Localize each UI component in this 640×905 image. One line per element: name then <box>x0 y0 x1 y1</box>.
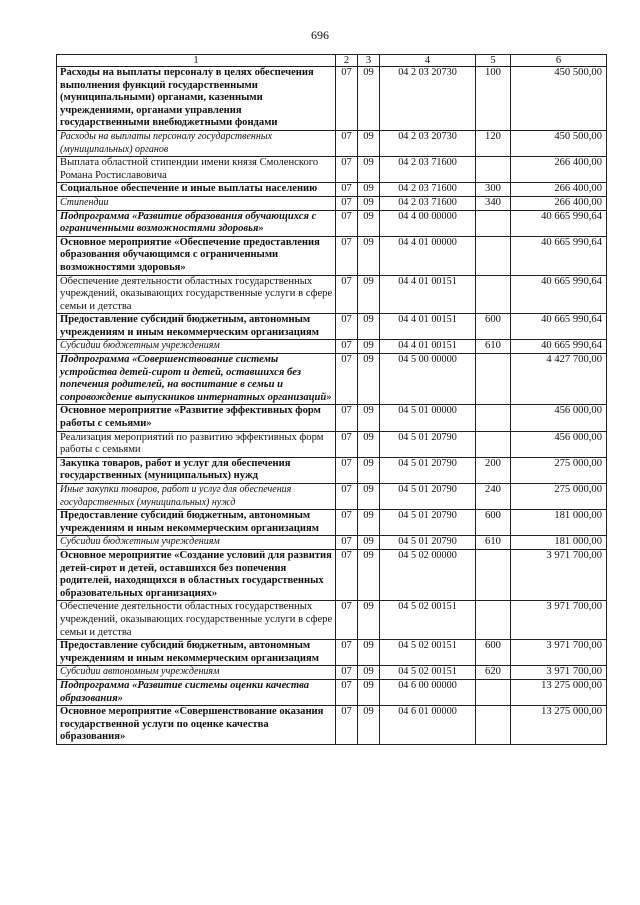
row-section-cell: 07 <box>336 354 358 405</box>
page-number: 696 <box>311 28 329 42</box>
table-row <box>57 640 607 666</box>
row-section-cell: 07 <box>336 706 358 745</box>
row-amount-cell: 40 665 990,64 <box>511 314 607 340</box>
row-name-cell: Подпрограмма «Совершенствование системы устройства детей-сирот и детей, оставшихся без попечения родителей, на воспитание в семьи и сопровождение выпускников интернатных организаций» <box>57 354 336 405</box>
table-row <box>57 236 607 275</box>
row-name-cell: Основное мероприятие «Создание условий для развития детей-сирот и детей, оставшихся без попечения родителей, находящихся в областных государственных образовательных организациях» <box>57 549 336 600</box>
row-code-cell: 04 2 03 71600 <box>380 183 476 197</box>
row-section-cell: 07 <box>336 236 358 275</box>
row-amount-cell: 3 971 700,00 <box>511 601 607 640</box>
row-name-cell: Предоставление субсидий бюджетным, автономным учреждениям и иным некоммерческим организациям <box>57 510 336 536</box>
table-row <box>57 130 607 156</box>
row-expense-type-cell <box>476 157 511 183</box>
row-subsection-cell: 09 <box>358 679 380 705</box>
row-subsection-cell: 09 <box>358 484 380 510</box>
row-amount-cell: 3 971 700,00 <box>511 549 607 600</box>
row-expense-type-cell <box>476 549 511 600</box>
header-col-6: 6 <box>511 55 607 67</box>
row-code-cell: 04 5 01 20790 <box>380 431 476 457</box>
table-row <box>57 275 607 314</box>
table-row <box>57 196 607 210</box>
row-amount-cell: 266 400,00 <box>511 183 607 197</box>
row-subsection-cell: 09 <box>358 601 380 640</box>
row-name-cell: Расходы на выплаты персоналу в целях обеспечения выполнения функций государственными (муниципальными) органами, казенными учреждениями, органами управления государственными внебюджетными фондами <box>57 67 336 131</box>
row-code-cell: 04 5 01 20790 <box>380 484 476 510</box>
row-section-cell: 07 <box>336 679 358 705</box>
table-header-row <box>57 55 607 67</box>
row-subsection-cell: 09 <box>358 640 380 666</box>
header-col-2: 2 <box>336 55 358 67</box>
row-code-cell: 04 6 01 00000 <box>380 706 476 745</box>
row-section-cell: 07 <box>336 67 358 131</box>
row-expense-type-cell: 240 <box>476 484 511 510</box>
row-amount-cell: 456 000,00 <box>511 405 607 431</box>
table-row <box>57 484 607 510</box>
row-code-cell: 04 4 01 00151 <box>380 314 476 340</box>
row-subsection-cell: 09 <box>358 706 380 745</box>
row-expense-type-cell: 600 <box>476 314 511 340</box>
row-subsection-cell: 09 <box>358 314 380 340</box>
row-section-cell: 07 <box>336 484 358 510</box>
row-code-cell: 04 6 00 00000 <box>380 679 476 705</box>
row-section-cell: 07 <box>336 183 358 197</box>
row-code-cell: 04 4 00 00000 <box>380 210 476 236</box>
row-name-cell: Выплата областной стипендии имени князя Смоленского Романа Ростиславовича <box>57 157 336 183</box>
header-col-1: 1 <box>57 55 336 67</box>
row-expense-type-cell <box>476 405 511 431</box>
row-section-cell: 07 <box>336 601 358 640</box>
row-name-cell: Обеспечение деятельности областных государственных учреждений, оказывающих государственные услуги в сфере семьи и детства <box>57 601 336 640</box>
row-section-cell: 07 <box>336 510 358 536</box>
row-section-cell: 07 <box>336 210 358 236</box>
row-name-cell: Подпрограмма «Развитие образования обучающихся с ограниченными возможностями здоровья» <box>57 210 336 236</box>
row-name-cell: Стипендии <box>57 196 336 210</box>
row-section-cell: 07 <box>336 157 358 183</box>
row-code-cell: 04 5 01 20790 <box>380 457 476 483</box>
row-subsection-cell: 09 <box>358 183 380 197</box>
row-expense-type-cell: 100 <box>476 67 511 131</box>
row-code-cell: 04 5 01 20790 <box>380 536 476 550</box>
table-row <box>57 431 607 457</box>
row-subsection-cell: 09 <box>358 67 380 131</box>
row-expense-type-cell <box>476 431 511 457</box>
row-subsection-cell: 09 <box>358 510 380 536</box>
row-code-cell: 04 2 03 20730 <box>380 130 476 156</box>
row-amount-cell: 40 665 990,64 <box>511 275 607 314</box>
table-row <box>57 67 607 131</box>
row-subsection-cell: 09 <box>358 236 380 275</box>
row-code-cell: 04 2 03 71600 <box>380 196 476 210</box>
row-amount-cell: 3 971 700,00 <box>511 666 607 680</box>
row-name-cell: Подпрограмма «Развитие системы оценки качества образования» <box>57 679 336 705</box>
row-expense-type-cell <box>476 275 511 314</box>
table-row <box>57 536 607 550</box>
row-expense-type-cell <box>476 210 511 236</box>
row-section-cell: 07 <box>336 314 358 340</box>
row-amount-cell: 266 400,00 <box>511 157 607 183</box>
row-subsection-cell: 09 <box>358 536 380 550</box>
row-code-cell: 04 5 01 00000 <box>380 405 476 431</box>
row-amount-cell: 40 665 990,64 <box>511 210 607 236</box>
row-name-cell: Расходы на выплаты персоналу государственных (муниципальных) органов <box>57 130 336 156</box>
row-code-cell: 04 5 02 00151 <box>380 666 476 680</box>
row-section-cell: 07 <box>336 549 358 600</box>
row-section-cell: 07 <box>336 431 358 457</box>
table-row <box>57 549 607 600</box>
row-amount-cell: 181 000,00 <box>511 510 607 536</box>
row-section-cell: 07 <box>336 405 358 431</box>
budget-table <box>56 54 607 745</box>
row-expense-type-cell <box>476 354 511 405</box>
row-expense-type-cell: 600 <box>476 640 511 666</box>
row-subsection-cell: 09 <box>358 210 380 236</box>
table-row <box>57 354 607 405</box>
table-row <box>57 666 607 680</box>
row-section-cell: 07 <box>336 536 358 550</box>
row-code-cell: 04 5 02 00151 <box>380 640 476 666</box>
row-name-cell: Закупка товаров, работ и услуг для обеспечения государственных (муниципальных) нужд <box>57 457 336 483</box>
row-name-cell: Предоставление субсидий бюджетным, автономным учреждениям и иным некоммерческим организациям <box>57 640 336 666</box>
table-row <box>57 183 607 197</box>
row-name-cell: Социальное обеспечение и иные выплаты населению <box>57 183 336 197</box>
row-subsection-cell: 09 <box>358 340 380 354</box>
row-amount-cell: 13 275 000,00 <box>511 706 607 745</box>
row-subsection-cell: 09 <box>358 431 380 457</box>
table-row <box>57 457 607 483</box>
row-name-cell: Субсидии бюджетным учреждениям <box>57 536 336 550</box>
row-section-cell: 07 <box>336 340 358 354</box>
row-expense-type-cell: 610 <box>476 536 511 550</box>
row-amount-cell: 4 427 700,00 <box>511 354 607 405</box>
row-name-cell: Основное мероприятие «Совершенствование оказания государственной услуги по оценке качества образования» <box>57 706 336 745</box>
table-row <box>57 679 607 705</box>
row-amount-cell: 450 500,00 <box>511 130 607 156</box>
row-code-cell: 04 4 01 00151 <box>380 340 476 354</box>
row-expense-type-cell: 620 <box>476 666 511 680</box>
row-code-cell: 04 2 03 71600 <box>380 157 476 183</box>
row-code-cell: 04 5 00 00000 <box>380 354 476 405</box>
header-col-5: 5 <box>476 55 511 67</box>
row-expense-type-cell: 300 <box>476 183 511 197</box>
row-expense-type-cell <box>476 601 511 640</box>
table-row <box>57 314 607 340</box>
row-amount-cell: 275 000,00 <box>511 484 607 510</box>
row-subsection-cell: 09 <box>358 130 380 156</box>
row-section-cell: 07 <box>336 640 358 666</box>
row-name-cell: Основное мероприятие «Обеспечение предоставления образования обучающимся с ограниченными возможностями здоровья» <box>57 236 336 275</box>
row-subsection-cell: 09 <box>358 354 380 405</box>
row-code-cell: 04 5 02 00000 <box>380 549 476 600</box>
row-section-cell: 07 <box>336 196 358 210</box>
row-name-cell: Иные закупки товаров, работ и услуг для обеспечения государственных (муниципальных) нужд <box>57 484 336 510</box>
row-expense-type-cell: 340 <box>476 196 511 210</box>
row-subsection-cell: 09 <box>358 666 380 680</box>
row-expense-type-cell <box>476 679 511 705</box>
row-subsection-cell: 09 <box>358 196 380 210</box>
table-row <box>57 340 607 354</box>
row-expense-type-cell <box>476 706 511 745</box>
row-expense-type-cell: 120 <box>476 130 511 156</box>
row-amount-cell: 450 500,00 <box>511 67 607 131</box>
row-name-cell: Субсидии автономным учреждениям <box>57 666 336 680</box>
row-expense-type-cell: 600 <box>476 510 511 536</box>
row-amount-cell: 40 665 990,64 <box>511 340 607 354</box>
header-col-3: 3 <box>358 55 380 67</box>
row-subsection-cell: 09 <box>358 405 380 431</box>
table-row <box>57 405 607 431</box>
row-amount-cell: 3 971 700,00 <box>511 640 607 666</box>
row-expense-type-cell: 200 <box>476 457 511 483</box>
row-amount-cell: 275 000,00 <box>511 457 607 483</box>
row-subsection-cell: 09 <box>358 549 380 600</box>
row-amount-cell: 40 665 990,64 <box>511 236 607 275</box>
table-row <box>57 210 607 236</box>
row-section-cell: 07 <box>336 275 358 314</box>
row-name-cell: Предоставление субсидий бюджетным, автономным учреждениям и иным некоммерческим организациям <box>57 314 336 340</box>
row-name-cell: Реализация мероприятий по развитию эффективных форм работы с семьями <box>57 431 336 457</box>
table-row <box>57 706 607 745</box>
row-subsection-cell: 09 <box>358 457 380 483</box>
row-section-cell: 07 <box>336 666 358 680</box>
row-name-cell: Основное мероприятие «Развитие эффективных форм работы с семьями» <box>57 405 336 431</box>
row-name-cell: Обеспечение деятельности областных государственных учреждений, оказывающих государственные услуги в сфере семьи и детства <box>57 275 336 314</box>
header-col-4: 4 <box>380 55 476 67</box>
row-code-cell: 04 5 01 20790 <box>380 510 476 536</box>
row-code-cell: 04 5 02 00151 <box>380 601 476 640</box>
row-subsection-cell: 09 <box>358 157 380 183</box>
row-section-cell: 07 <box>336 457 358 483</box>
row-section-cell: 07 <box>336 130 358 156</box>
row-amount-cell: 456 000,00 <box>511 431 607 457</box>
row-subsection-cell: 09 <box>358 275 380 314</box>
table-row <box>57 601 607 640</box>
row-name-cell: Субсидии бюджетным учреждениям <box>57 340 336 354</box>
row-code-cell: 04 4 01 00151 <box>380 275 476 314</box>
row-amount-cell: 181 000,00 <box>511 536 607 550</box>
row-code-cell: 04 4 01 00000 <box>380 236 476 275</box>
table-row <box>57 510 607 536</box>
row-code-cell: 04 2 03 20730 <box>380 67 476 131</box>
row-amount-cell: 13 275 000,00 <box>511 679 607 705</box>
row-amount-cell: 266 400,00 <box>511 196 607 210</box>
row-expense-type-cell <box>476 236 511 275</box>
table-row <box>57 157 607 183</box>
row-expense-type-cell: 610 <box>476 340 511 354</box>
